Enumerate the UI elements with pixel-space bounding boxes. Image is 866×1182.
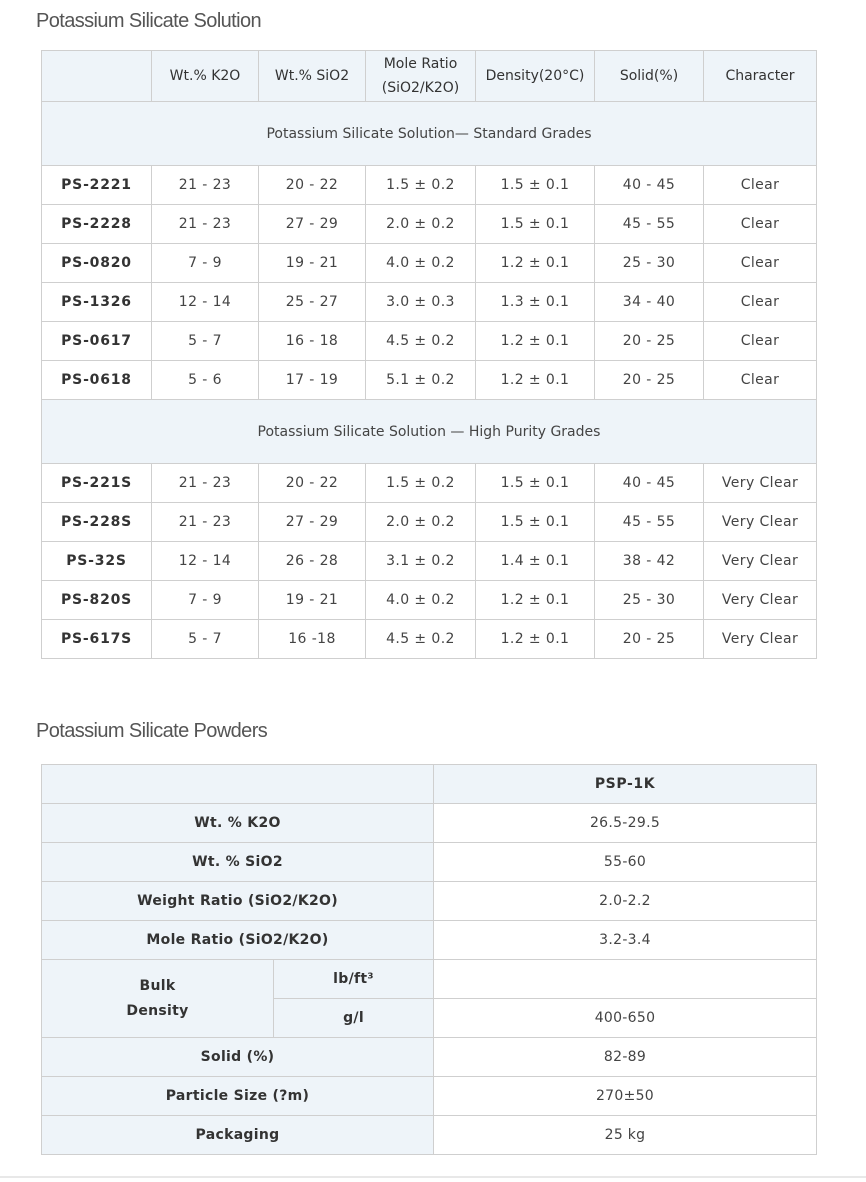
cell-wt-k2o: 21 - 23 (152, 503, 259, 542)
cell-wt-sio2: 16 - 18 (259, 322, 366, 361)
bulk-unit-g-l: g/l (274, 999, 434, 1038)
row-label-weight-ratio: Weight Ratio (SiO2/K2O) (42, 882, 434, 921)
cell-wt-k2o: 5 - 6 (152, 361, 259, 400)
cell-grade: PS-2228 (42, 205, 152, 244)
table-row (42, 283, 817, 322)
header-grade (42, 51, 152, 102)
cell-solid: 20 - 25 (595, 322, 704, 361)
cell-character: Clear (704, 322, 817, 361)
table-row (42, 960, 817, 999)
powders-section-title: Potassium Silicate Powders (36, 720, 268, 742)
cell-mole-ratio: 4.0 ± 0.2 (366, 244, 476, 283)
standard-grades-group-row (42, 102, 817, 166)
cell-wt-k2o: 21 - 23 (152, 166, 259, 205)
cell-wt-sio2: 19 - 21 (259, 581, 366, 620)
cell-mole-ratio: 2.0 ± 0.2 (366, 503, 476, 542)
row-label-mole-ratio: Mole Ratio (SiO2/K2O) (42, 921, 434, 960)
header-density: Density(20°C) (476, 51, 595, 102)
cell-wt-k2o: 12 - 14 (152, 542, 259, 581)
value-weight-ratio: 2.0-2.2 (434, 882, 817, 921)
table-row (42, 503, 817, 542)
table-row (42, 843, 817, 882)
cell-grade: PS-0617 (42, 322, 152, 361)
header-character: Character (704, 51, 817, 102)
cell-character: Clear (704, 244, 817, 283)
page-bottom-divider (0, 1176, 866, 1178)
cell-solid: 40 - 45 (595, 464, 704, 503)
row-label-wt-sio2: Wt. % SiO2 (42, 843, 434, 882)
cell-density: 1.2 ± 0.1 (476, 620, 595, 659)
table-row (42, 244, 817, 283)
table-row (42, 322, 817, 361)
value-wt-sio2: 55-60 (434, 843, 817, 882)
cell-mole-ratio: 4.5 ± 0.2 (366, 322, 476, 361)
solution-table (41, 50, 817, 659)
value-mole-ratio: 3.2-3.4 (434, 921, 817, 960)
table-row (42, 166, 817, 205)
cell-solid: 25 - 30 (595, 581, 704, 620)
cell-grade: PS-32S (42, 542, 152, 581)
cell-grade: PS-221S (42, 464, 152, 503)
solution-section-title: Potassium Silicate Solution (36, 10, 262, 32)
table-row (42, 921, 817, 960)
table-row (42, 882, 817, 921)
solution-header-row (42, 51, 817, 102)
cell-mole-ratio: 5.1 ± 0.2 (366, 361, 476, 400)
cell-wt-sio2: 25 - 27 (259, 283, 366, 322)
cell-character: Very Clear (704, 464, 817, 503)
table-row (42, 361, 817, 400)
cell-solid: 34 - 40 (595, 283, 704, 322)
cell-wt-sio2: 27 - 29 (259, 205, 366, 244)
table-row (42, 1077, 817, 1116)
cell-mole-ratio: 2.0 ± 0.2 (366, 205, 476, 244)
table-row (42, 804, 817, 843)
table-row (42, 620, 817, 659)
cell-grade: PS-0618 (42, 361, 152, 400)
cell-density: 1.2 ± 0.1 (476, 322, 595, 361)
table-row (42, 464, 817, 503)
header-wt-k2o: Wt.% K2O (152, 51, 259, 102)
cell-mole-ratio: 1.5 ± 0.2 (366, 166, 476, 205)
cell-solid: 38 - 42 (595, 542, 704, 581)
table-row (42, 581, 817, 620)
cell-grade: PS-2221 (42, 166, 152, 205)
cell-wt-sio2: 20 - 22 (259, 464, 366, 503)
cell-density: 1.2 ± 0.1 (476, 581, 595, 620)
bulk-label-line2: Density (126, 1002, 189, 1019)
cell-solid: 25 - 30 (595, 244, 704, 283)
cell-density: 1.2 ± 0.1 (476, 244, 595, 283)
cell-density: 1.5 ± 0.1 (476, 205, 595, 244)
bulk-unit-lb-ft3: lb/ft³ (274, 960, 434, 999)
cell-density: 1.3 ± 0.1 (476, 283, 595, 322)
cell-wt-k2o: 21 - 23 (152, 464, 259, 503)
high-purity-grades-label: Potassium Silicate Solution — High Purity Grades (42, 400, 817, 464)
cell-solid: 45 - 55 (595, 205, 704, 244)
cell-character: Very Clear (704, 503, 817, 542)
header-mole-ratio-line1: Mole Ratio (383, 56, 458, 72)
powders-header-row (42, 765, 817, 804)
cell-character: Clear (704, 361, 817, 400)
value-solid: 82-89 (434, 1038, 817, 1077)
cell-character: Very Clear (704, 542, 817, 581)
powders-header-blank (42, 765, 434, 804)
value-particle-size: 270±50 (434, 1077, 817, 1116)
cell-mole-ratio: 4.5 ± 0.2 (366, 620, 476, 659)
cell-character: Very Clear (704, 581, 817, 620)
cell-character: Clear (704, 283, 817, 322)
value-bulk-lb-ft3 (434, 960, 817, 999)
cell-solid: 40 - 45 (595, 166, 704, 205)
header-mole-ratio (366, 51, 476, 102)
header-mole-ratio-line2: (SiO2/K2O) (381, 80, 460, 96)
cell-solid: 45 - 55 (595, 503, 704, 542)
row-label-wt-k2o: Wt. % K2O (42, 804, 434, 843)
table-row (42, 1116, 817, 1155)
bulk-label-line1: Bulk (139, 977, 176, 994)
cell-grade: PS-1326 (42, 283, 152, 322)
value-packaging: 25 kg (434, 1116, 817, 1155)
cell-grade: PS-617S (42, 620, 152, 659)
value-bulk-g-l: 400-650 (434, 999, 817, 1038)
cell-character: Clear (704, 166, 817, 205)
powders-table (41, 764, 817, 1155)
cell-grade: PS-0820 (42, 244, 152, 283)
table-row (42, 1038, 817, 1077)
table-row (42, 542, 817, 581)
cell-wt-k2o: 7 - 9 (152, 581, 259, 620)
cell-wt-sio2: 19 - 21 (259, 244, 366, 283)
cell-density: 1.5 ± 0.1 (476, 503, 595, 542)
row-label-packaging: Packaging (42, 1116, 434, 1155)
value-wt-k2o: 26.5-29.5 (434, 804, 817, 843)
cell-grade: PS-820S (42, 581, 152, 620)
header-solid: Solid(%) (595, 51, 704, 102)
cell-character: Very Clear (704, 620, 817, 659)
cell-density: 1.5 ± 0.1 (476, 166, 595, 205)
cell-solid: 20 - 25 (595, 361, 704, 400)
header-wt-sio2: Wt.% SiO2 (259, 51, 366, 102)
cell-density: 1.5 ± 0.1 (476, 464, 595, 503)
standard-grades-label: Potassium Silicate Solution— Standard Grades (42, 102, 817, 166)
cell-wt-sio2: 26 - 28 (259, 542, 366, 581)
cell-character: Clear (704, 205, 817, 244)
cell-wt-sio2: 20 - 22 (259, 166, 366, 205)
cell-mole-ratio: 3.0 ± 0.3 (366, 283, 476, 322)
powders-header-product: PSP-1K (434, 765, 817, 804)
cell-wt-sio2: 27 - 29 (259, 503, 366, 542)
cell-wt-k2o: 7 - 9 (152, 244, 259, 283)
cell-wt-sio2: 17 - 19 (259, 361, 366, 400)
cell-wt-k2o: 5 - 7 (152, 322, 259, 361)
high-purity-grades-group-row (42, 400, 817, 464)
row-label-particle-size: Particle Size (?m) (42, 1077, 434, 1116)
table-row (42, 205, 817, 244)
cell-density: 1.4 ± 0.1 (476, 542, 595, 581)
cell-wt-k2o: 12 - 14 (152, 283, 259, 322)
cell-mole-ratio: 4.0 ± 0.2 (366, 581, 476, 620)
cell-mole-ratio: 1.5 ± 0.2 (366, 464, 476, 503)
cell-wt-k2o: 21 - 23 (152, 205, 259, 244)
cell-wt-k2o: 5 - 7 (152, 620, 259, 659)
row-label-solid: Solid (%) (42, 1038, 434, 1077)
cell-wt-sio2: 16 -18 (259, 620, 366, 659)
cell-solid: 20 - 25 (595, 620, 704, 659)
cell-mole-ratio: 3.1 ± 0.2 (366, 542, 476, 581)
row-label-bulk-density (42, 960, 274, 1038)
cell-grade: PS-228S (42, 503, 152, 542)
cell-density: 1.2 ± 0.1 (476, 361, 595, 400)
